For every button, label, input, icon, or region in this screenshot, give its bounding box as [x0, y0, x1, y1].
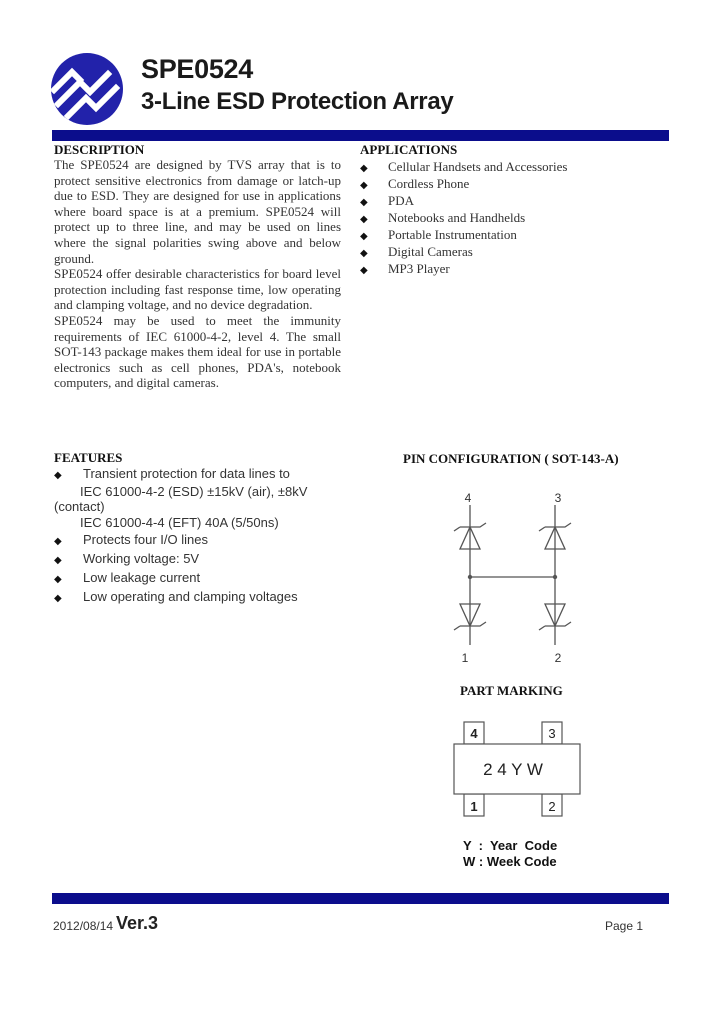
document-title: SPE0524 [141, 54, 253, 84]
week-code-label: W : Week Code [463, 854, 557, 869]
header-divider-bar [52, 130, 669, 141]
list-item: ◆ Working voltage: 5V [54, 551, 354, 569]
list-item: ◆ Portable Instrumentation [360, 226, 567, 243]
list-item: ◆ Low leakage current [54, 570, 354, 588]
diamond-bullet-icon: ◆ [360, 214, 368, 225]
footer-divider-bar [52, 893, 669, 904]
pin-configuration-heading: PIN CONFIGURATION ( SOT-143-A) [403, 451, 619, 466]
applications-heading: APPLICATIONS [360, 142, 458, 157]
pin-label-4: 4 [464, 491, 472, 505]
list-item: ◆ Notebooks and Handhelds [360, 209, 567, 226]
applications-list [360, 158, 567, 277]
chip-pin-label-2: 2 [548, 799, 556, 814]
diamond-bullet-icon: ◆ [54, 470, 62, 481]
description-body [54, 157, 341, 391]
description-heading: DESCRIPTION [54, 142, 145, 157]
list-item: ◆ Digital Cameras [360, 243, 567, 260]
list-item: ◆ MP3 Player [360, 260, 567, 277]
part-marking-chip [446, 716, 586, 822]
footer-page-number: Page 1 [605, 919, 644, 933]
features-list [54, 466, 354, 608]
features-heading: FEATURES [54, 450, 123, 465]
list-item: ◆ Protects four I/O lines [54, 532, 354, 550]
diamond-bullet-icon: ◆ [360, 180, 368, 191]
description-paragraph: The SPE0524 are designed by TVS array that is to protect sensitive electronics from damage or latch-up due to ESD. They are designed for use in applications where board space is at a premium. SPE0524 will protect up to three line, and may be used on lines where the signal polarities swing above and below ground. [54, 157, 341, 266]
diamond-bullet-icon: ◆ [54, 592, 62, 604]
document-subtitle: 3-Line ESD Protection Array [141, 88, 454, 115]
part-marking-heading: PART MARKING [460, 683, 563, 698]
description-paragraph: SPE0524 may be used to meet the immunity requirements of IEC 61000-4-2, level 4. The small SOT-143 package makes them ideal for use in portable electronics such as cell phones, PDA's, notebook computers, and digital cameras. [54, 312, 341, 391]
diamond-bullet-icon: ◆ [360, 265, 368, 276]
pin-label-1: 1 [461, 651, 469, 665]
diamond-bullet-icon: ◆ [360, 197, 368, 208]
pin-label-3: 3 [554, 491, 562, 505]
chip-pin-label-3: 3 [548, 726, 556, 741]
pin-configuration-diagram [420, 480, 600, 670]
list-item: ◆ Low operating and clamping voltages [54, 589, 354, 607]
marking-code: 2 4 Y W [483, 760, 543, 779]
diamond-bullet-icon: ◆ [54, 554, 62, 566]
company-logo-icon [50, 52, 124, 126]
list-item: ◆ Cordless Phone [360, 175, 567, 192]
diamond-bullet-icon: ◆ [54, 573, 62, 585]
footer-version: Ver.3 [116, 913, 159, 933]
diamond-bullet-icon: ◆ [360, 231, 368, 242]
diamond-bullet-icon: ◆ [54, 535, 62, 547]
list-item: ◆ Cellular Handsets and Accessories [360, 158, 567, 175]
diamond-bullet-icon: ◆ [360, 163, 368, 174]
list-item: ◆ Transient protection for data lines to IEC 61000-4-2 (ESD) ±15kV (air), ±8kV (contact) IEC 61000-4-4 (EFT) 40A (5/50ns) [54, 466, 308, 530]
footer-date: 2012/08/14 [53, 919, 114, 933]
list-item: ◆ PDA [360, 192, 567, 209]
diamond-bullet-icon: ◆ [360, 248, 368, 259]
marking-legend [463, 838, 557, 870]
chip-pin-label-4: 4 [470, 726, 478, 741]
chip-pin-label-1: 1 [470, 799, 478, 814]
pin-label-2: 2 [554, 651, 562, 665]
description-paragraph: SPE0524 offer desirable characteristics for board level protection including fast response time, low operating and clamping voltage, and no device degradation. [54, 266, 341, 313]
year-code-label: Y : Year Code [463, 838, 558, 853]
